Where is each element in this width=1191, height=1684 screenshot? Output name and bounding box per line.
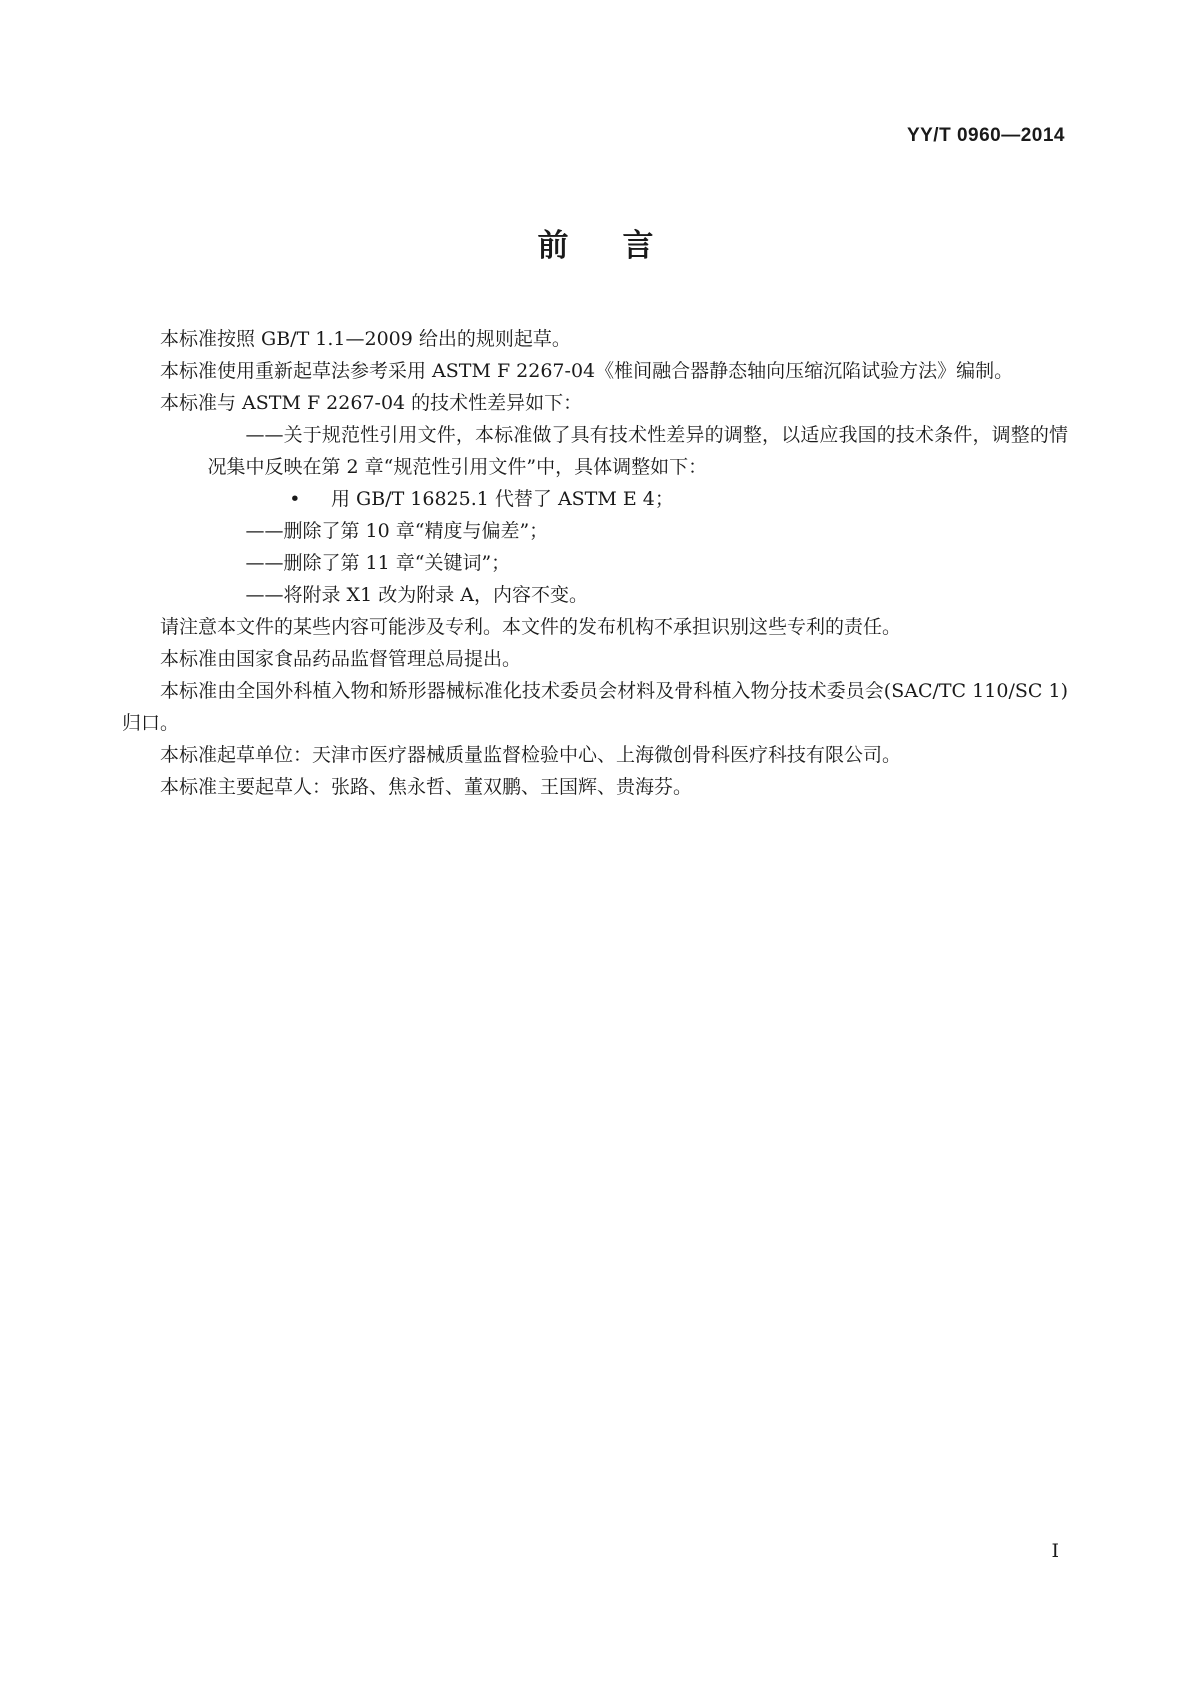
paragraph-drafting-rules: 本标准按照 GB/T 1.1—2009 给出的规则起草。 [160, 328, 571, 350]
paragraph-differences-intro: 本标准与 ASTM F 2267-04 的技术性差异如下： [160, 392, 583, 414]
list-item-chapter-11: ——删除了第 11 章“关键词”； [245, 552, 511, 574]
paragraph-reference-standard: 本标准使用重新起草法参考采用 ASTM F 2267-04《椎间融合器静态轴向压缩沉陷试验方法》编制。 [160, 360, 1014, 382]
list-item-chapter-10: ——删除了第 10 章“精度与偏差”； [245, 520, 549, 542]
standard-code: YY/T 0960—2014 [906, 125, 1065, 146]
list-item-normative-references: ——关于规范性引用文件，本标准做了具有技术性差异的调整，以适应我国的技术条件，调整的情况集中反映在第 2 章“规范性引用文件”中，具体调整如下： [207, 424, 1068, 478]
list-item-appendix: ——将附录 X1 改为附录 A，内容不变。 [245, 584, 588, 606]
foreword-body [122, 323, 1068, 803]
paragraph-drafters: 本标准主要起草人：张路、焦永哲、董双鹏、王国辉、贵海芬。 [160, 776, 693, 798]
paragraph-patent-notice: 请注意本文件的某些内容可能涉及专利。本文件的发布机构不承担识别这些专利的责任。 [160, 616, 902, 638]
bullet-text: 用 GB/T 16825.1 代替了 ASTM E 4； [331, 488, 674, 510]
bullet-icon: • [289, 488, 301, 510]
page-number: I [1051, 1540, 1059, 1562]
paragraph-centralized-by: 本标准由全国外科植入物和矫形器械标准化技术委员会材料及骨科植入物分技术委员会(SAC/TC 110/SC 1)归口。 [122, 680, 1068, 734]
paragraph-proposed-by: 本标准由国家食品药品监督管理总局提出。 [160, 648, 522, 670]
list-item-bullet [122, 483, 1068, 515]
paragraph-drafting-units: 本标准起草单位：天津市医疗器械质量监督检验中心、上海微创骨科医疗科技有限公司。 [160, 744, 902, 766]
page-title: 前言 [537, 228, 708, 264]
